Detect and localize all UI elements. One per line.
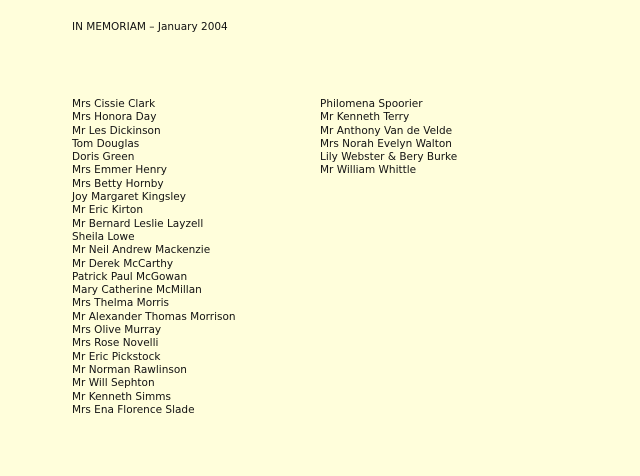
list-item: Mr Kenneth Simms (72, 390, 171, 403)
list-item: Mr Anthony Van de Velde (320, 124, 453, 137)
list-item: Mary Catherine McMillan (72, 284, 202, 297)
list-item: Mr Will Sephton (72, 377, 155, 390)
list-item: Philomena Spoorier (320, 98, 423, 110)
list-item: Tom Douglas (72, 137, 140, 150)
names-column-right (320, 98, 457, 178)
list-item: Mr Norman Rawlinson (72, 363, 187, 376)
names-column-left (72, 98, 236, 417)
list-item: Joy Margaret Kingsley (72, 191, 186, 204)
list-item: Mr Derek McCarthy (72, 257, 174, 270)
list-item: Mrs Rose Novelli (72, 337, 159, 350)
page-title: IN MEMORIAM – January 2004 (72, 21, 228, 33)
list-item: Lily Webster & Bery Burke (320, 151, 458, 164)
list-item: Mr Neil Andrew Mackenzie (72, 244, 211, 257)
list-item: Patrick Paul McGowan (72, 270, 188, 283)
list-item: Mr Eric Pickstock (72, 350, 161, 363)
list-item: Doris Green (72, 151, 135, 164)
list-item: Mrs Ena Florence Slade (72, 403, 195, 416)
list-item: Mr William Whittle (320, 164, 417, 177)
list-item: Mr Kenneth Terry (320, 111, 410, 124)
list-item: Mr Alexander Thomas Morrison (72, 310, 236, 323)
list-item: Mrs Emmer Henry (72, 164, 167, 177)
list-item: Mr Les Dickinson (72, 124, 161, 137)
list-item: Mr Eric Kirton (72, 204, 144, 217)
list-item: Mrs Thelma Morris (72, 297, 169, 310)
list-item: Sheila Lowe (72, 230, 135, 243)
list-item: Mrs Honora Day (72, 111, 157, 124)
list-item: Mr Bernard Leslie Layzell (72, 217, 204, 230)
list-item: Mrs Olive Murray (72, 324, 162, 337)
list-item: Mrs Betty Hornby (72, 177, 164, 190)
list-item: Mrs Norah Evelyn Walton (320, 137, 452, 150)
list-item: Mrs Cissie Clark (72, 98, 156, 110)
